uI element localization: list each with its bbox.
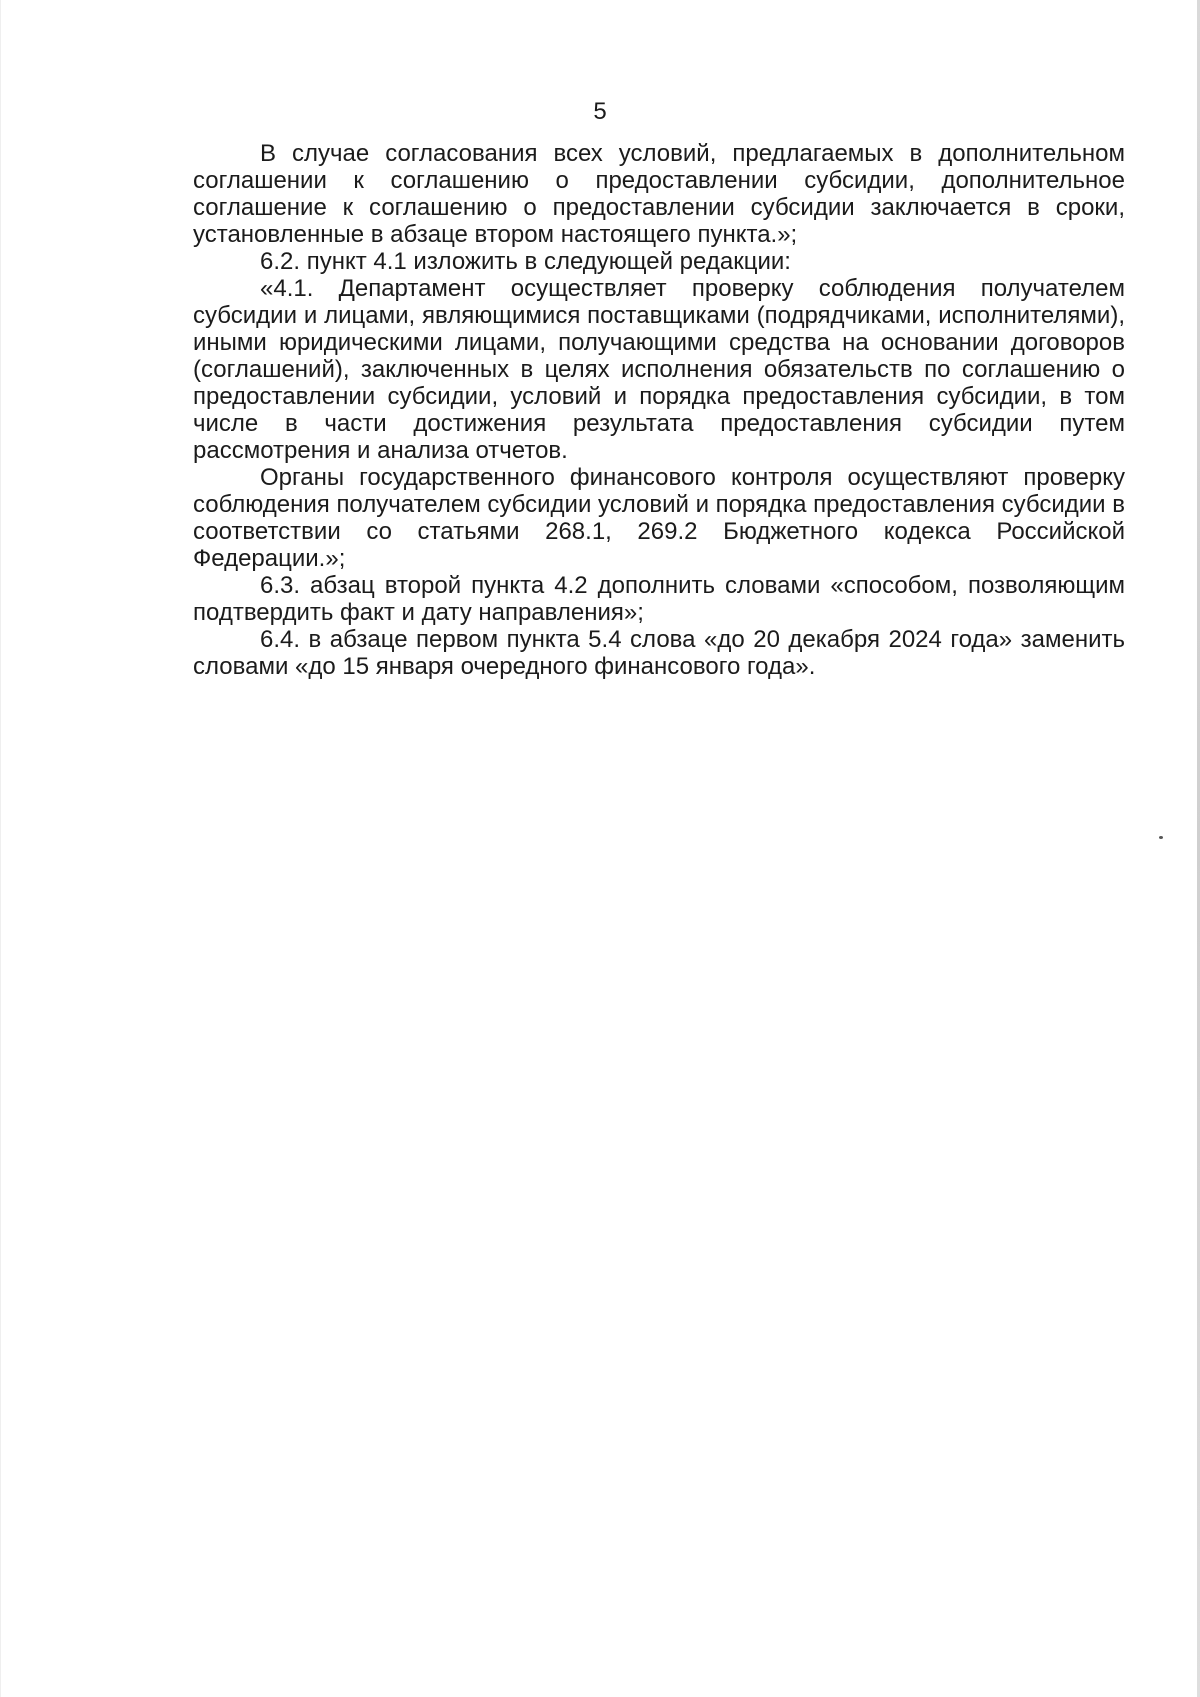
paragraph-item-6-2: 6.2. пункт 4.1 изложить в следующей редакции: [260,248,791,275]
paragraph-financial-control: Органы государственного финансового контроля осуществляют проверку соблюдения получателем субсидии условий и порядка предоставления субсидии в соответствии со статьями 268.1, 269.2 Бюджетного кодекса Российской Федерации.»; [193,464,1125,572]
scan-edge-left [0,0,1,1697]
scan-speck [1159,836,1163,839]
paragraph-item-6-3: 6.3. абзац второй пункта 4.2 дополнить словами «способом, позволяющим подтвердить факт и дату направления»; [193,572,1125,626]
document-body [193,140,1125,680]
paragraph-item-4-1: «4.1. Департамент осуществляет проверку соблюдения получателем субсидии и лицами, являющимися поставщиками (подрядчиками, исполнителями), иными юридическими лицами, получающими средства на основании договоров (соглашений), заключенных в целях исполнения обязательств по соглашению о предоставлении субсидии, условий и порядка предоставления субсидии, в том числе в части достижения результата предоставления субсидии путем рассмотрения и анализа отчетов. [193,275,1125,464]
page-number: 5 [593,98,607,125]
paragraph-item-6-4: 6.4. в абзаце первом пункта 5.4 слова «до 20 декабря 2024 года» заменить словами «до 15 января очередного финансового года». [193,626,1125,680]
paragraph-agreement-terms: В случае согласования всех условий, предлагаемых в дополнительном соглашении к соглашению о предоставлении субсидии, дополнительное соглашение к соглашению о предоставлении субсидии заключается в сроки, установленные в абзаце втором настоящего пункта.»; [193,140,1125,248]
